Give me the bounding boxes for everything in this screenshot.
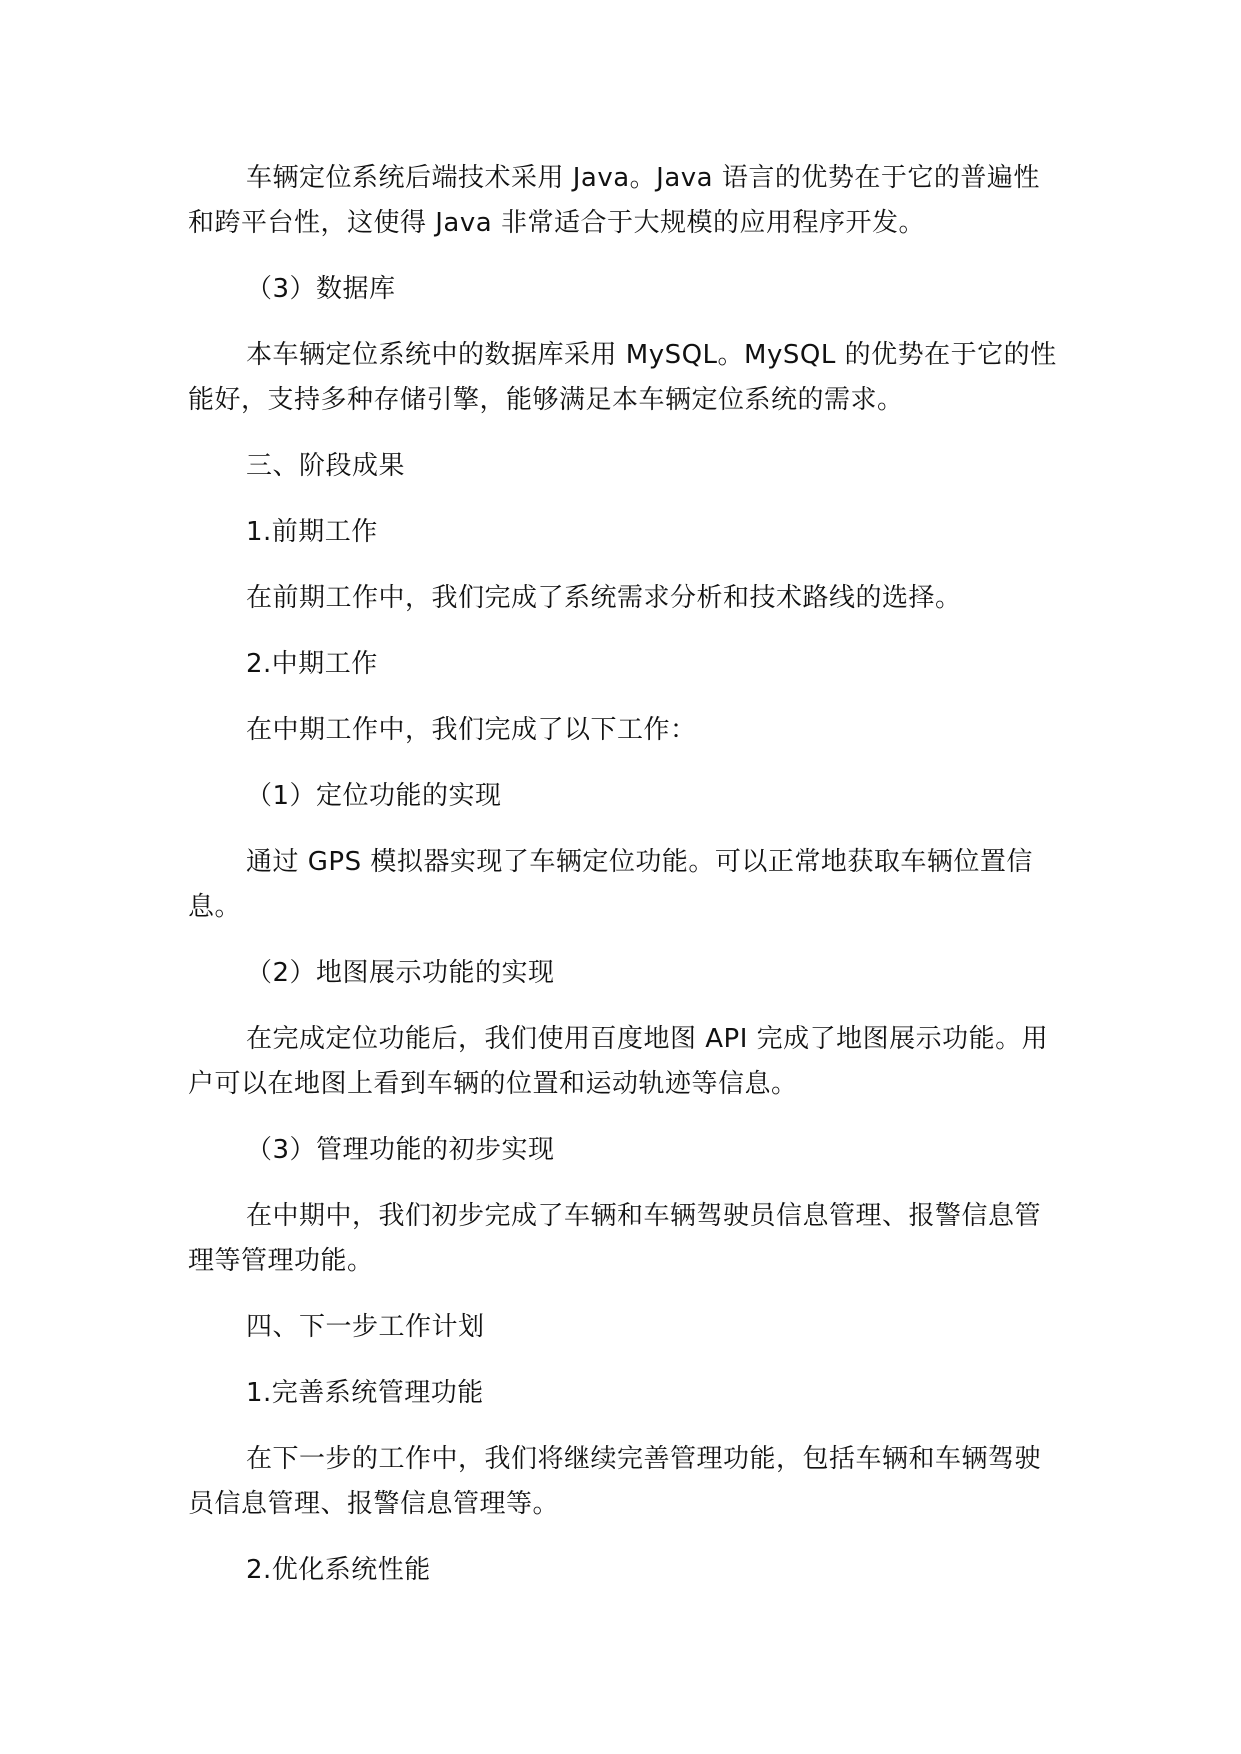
paragraph-mid-work-intro: 在中期工作中，我们完成了以下工作： (246, 715, 697, 745)
document-body (188, 156, 1058, 1593)
paragraph-database-mysql: 本车辆定位系统中的数据库采用 MySQL。MySQL 的优势在于它的性能好，支持多种存储引擎，能够满足本车辆定位系统的需求。 (188, 340, 1057, 415)
subheading-database: （3）数据库 (246, 274, 396, 304)
subheading-mid-work: 2.中期工作 (246, 649, 378, 679)
paragraph-backend-java: 车辆定位系统后端技术采用 Java。Java 语言的优势在于它的普遍性和跨平台性，这使得 Java 非常适合于大规模的应用程序开发。 (188, 163, 1040, 238)
subheading-improve-management: 1.完善系统管理功能 (246, 1378, 484, 1408)
paragraph-management: 在中期中，我们初步完成了车辆和车辆驾驶员信息管理、报警信息管理等管理功能。 (188, 1201, 1042, 1276)
section-heading-next-plan: 四、下一步工作计划 (246, 1312, 485, 1342)
paragraph-improve-management: 在下一步的工作中，我们将继续完善管理功能，包括车辆和车辆驾驶员信息管理、报警信息管理等。 (188, 1444, 1042, 1519)
paragraph-positioning: 通过 GPS 模拟器实现了车辆定位功能。可以正常地获取车辆位置信息。 (188, 847, 1033, 922)
subheading-positioning: （1）定位功能的实现 (246, 781, 502, 811)
subheading-management: （3）管理功能的初步实现 (246, 1135, 555, 1165)
paragraph-early-work: 在前期工作中，我们完成了系统需求分析和技术路线的选择。 (246, 583, 962, 613)
subheading-map-display: （2）地图展示功能的实现 (246, 958, 555, 988)
paragraph-map-display: 在完成定位功能后，我们使用百度地图 API 完成了地图展示功能。用户可以在地图上看到车辆的位置和运动轨迹等信息。 (188, 1024, 1049, 1099)
section-heading-results: 三、阶段成果 (246, 451, 406, 481)
subheading-early-work: 1.前期工作 (246, 517, 378, 547)
subheading-optimize-performance: 2.优化系统性能 (246, 1555, 431, 1585)
